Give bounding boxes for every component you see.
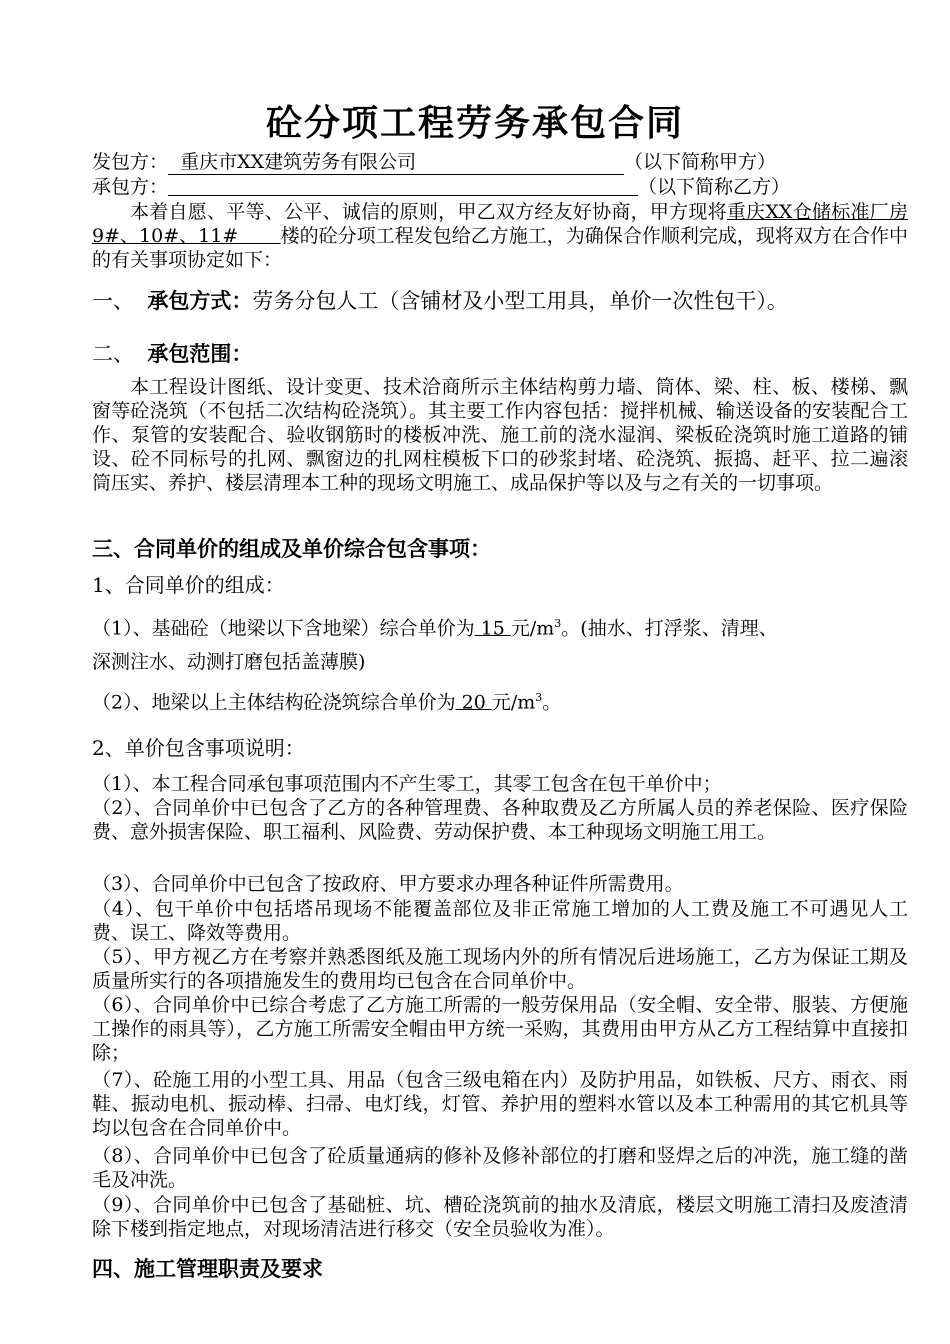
inclusion-item-1: （1）、本工程合同承包事项范围内不产生零工，其零工包含在包干单价中； [92,773,722,795]
price-item-1-line-2: 深测注水、动测打磨包括盖薄膜) [92,651,366,673]
price-item-2-unit: 元/m [491,691,536,714]
inclusion-item-6: （6）、合同单价中已综合考虑了乙方施工所需的一般劳保用品（安全帽、安全带、服装、方便施工操作的雨具等），乙方施工所需安全帽由甲方统一采购，其费用由甲方从乙方工程结算中直接扣除； [92,994,908,1064]
section-1-number: 一、 [92,289,134,313]
section-1-text: 劳务分包人工（含铺材及小型工用具，单价一次性包干）。 [252,289,788,313]
price-item-1-suffix: 。(抽水、打浮浆、清理、 [561,617,778,640]
document-title: 砼分项工程劳务承包合同 [265,103,684,144]
party-a-label: 发包方： [92,151,169,173]
section-2-paragraph: 本工程设计图纸、设计变更、技术洽商所示主体结构剪力墙、筒体、梁、柱、板、楼梯、飘窗等砼浇筑（不包括二次结构砼浇筑）。其主要工作内容包括：搅拌机械、输送设备的安装配合工作、泵管的安装配合、验收钢筋时的楼板冲洗、施工前的浇水湿润、梁板砼浇筑时施工道路的铺设、砼不同标号的扎网、飘窗边的扎网柱模板下口的砂浆封堵、砼浇筑、振捣、赶平、拉二遍滚筒压实、养护、楼层清理本工种的现场文明施工、成品保护等以及与之有关的一切事项。 [92,376,908,494]
section-4-heading: 四、施工管理职责及要求 [92,1257,323,1281]
section-1-title: 承包方式： [147,289,253,313]
price-item-1-unit: 元/m [510,617,555,640]
party-b-label: 承包方： [92,176,169,198]
party-b-line [92,175,912,199]
party-b-name-field [168,177,638,196]
intro-paragraph [92,200,908,272]
price-item-2-prefix: （2）、地梁以上主体结构砼浇筑综合单价为 [92,691,456,714]
party-a-suffix: （以下简称甲方） [624,151,777,173]
intro-text-2: 楼的砼分项工程发包给乙方施工，为确保合作顺利完成，现将双方在合作中的有关事项协定如下： [92,225,908,271]
party-b-suffix: （以下简称乙方） [638,176,791,198]
inclusion-item-2: （2）、合同单价中已包含了乙方的各种管理费、各种取费及乙方所属人员的养老保险、医疗保险费、意外损害保险、职工福利、风险费、劳动保护费、本工种现场文明施工用工。 [92,797,908,843]
inclusion-item-4: （4）、包干单价中包括塔吊现场不能覆盖部位及非正常施工增加的人工费及施工不可遇见人工费、误工、降效等费用。 [92,898,908,944]
section-2-title: 承包范围： [147,342,253,366]
section-3-heading: 三、合同单价的组成及单价综合包含事项： [92,537,491,561]
party-a-name: 重庆市XX建筑劳务有限公司 [180,151,417,173]
price-item-2-unit-sup: 3 [535,691,543,704]
section-1-heading [92,287,788,315]
inclusion-item-7: （7）、砼施工用的小型工具、用品（包含三级电箱在内）及防护用品，如铁板、尺方、雨衣、雨鞋、振动电机、振动棒、扫帚、电灯线，灯管、养护用的塑料水管以及本工种需用的其它机具等均以包含在合同单价中。 [92,1069,908,1139]
inclusion-item-9: （9）、合同单价中已包含了基础桩、坑、槽砼浇筑前的抽水及清底，楼层文明施工清扫及废渣清除下楼到指定地点，对现场清洁进行移交（安全员验收为准）。 [92,1194,908,1240]
section-3-sub-2: 2、单价包含事项说明： [92,736,305,760]
price-item-1-unit-sup: 3 [554,617,562,630]
section-2-number: 二、 [92,342,134,366]
inclusion-item-8: （8）、合同单价中已包含了砼质量通病的修补及修补部位的打磨和竖焊之后的冲洗，施工缝的凿毛及冲洗。 [92,1145,908,1191]
price-item-1-value: 15 [474,617,511,640]
party-a-name-field [168,150,624,175]
inclusion-item-5: （5）、甲方视乙方在考察并熟悉图纸及施工现场内外的所有情况后进场施工，乙方为保证工期及质量所实行的各项措施发生的费用均已包含在合同单价中。 [92,946,908,992]
price-item-1-prefix: （1）、基础砼（地梁以下含地梁）综合单价为 [92,617,475,640]
intro-text-1: 本着自愿、平等、公平、诚信的原则，甲乙双方经友好协商，甲方现将 [130,201,727,223]
price-item-2-value: 20 [455,691,492,714]
price-item-2-suffix: 。 [542,691,562,714]
section-3-sub-1: 1、合同单价的组成： [92,573,285,597]
price-item-1 [92,612,912,640]
intro-project-name: 重庆XX仓储标准厂房 9#、10#、11# [92,201,908,247]
intro-project-blank [238,225,280,247]
party-a-line [92,150,912,175]
section-2-heading [92,340,252,368]
inclusion-item-3: （3）、合同单价中已包含了按政府、甲方要求办理各种证件所需费用。 [92,873,684,895]
price-item-2 [92,686,912,714]
